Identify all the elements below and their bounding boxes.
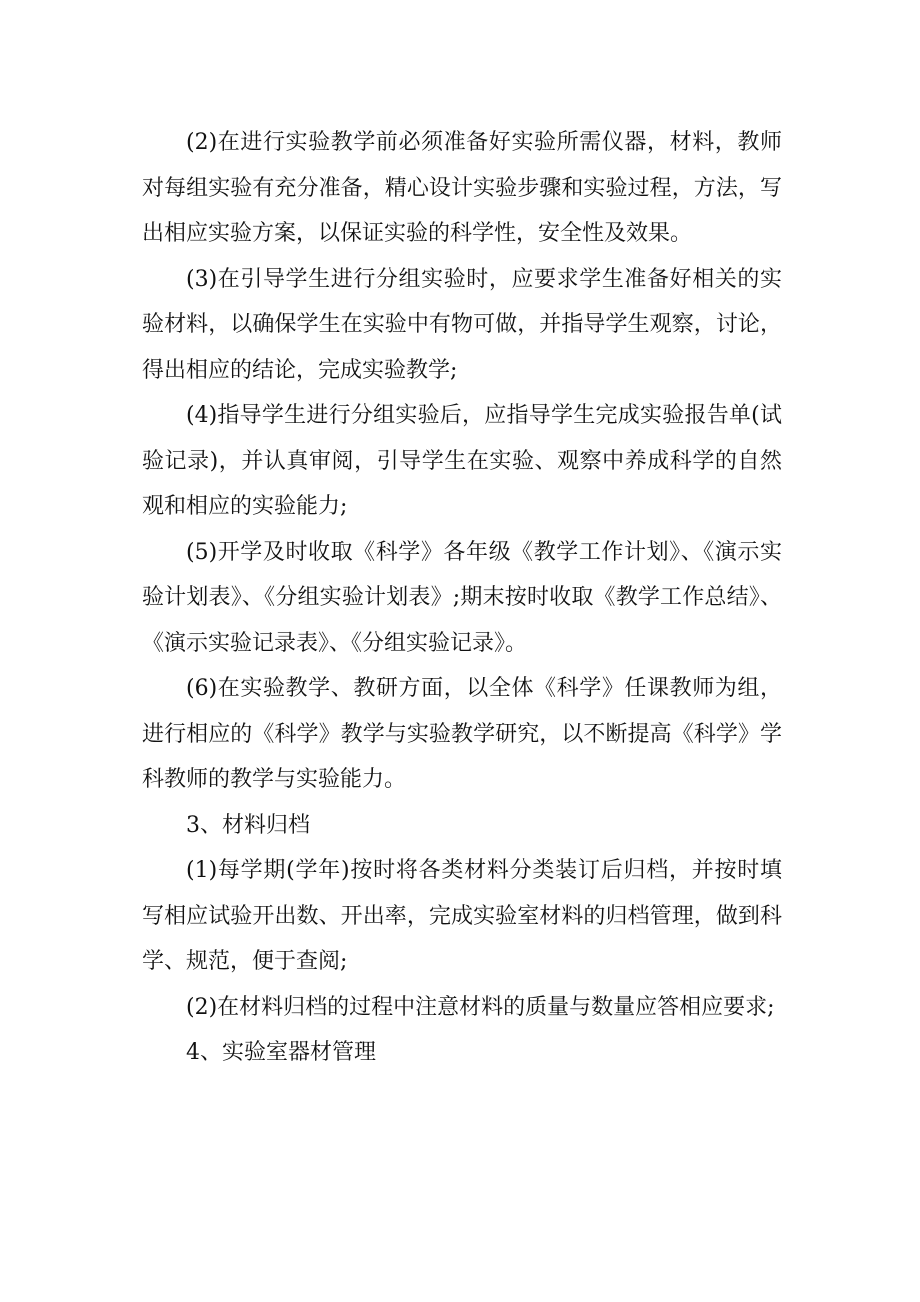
paragraph-archive-2: (2)在材料归档的过程中注意材料的质量与数量应答相应要求;: [186, 994, 775, 1020]
paragraph-item-5: (5)开学及时收取《科学》各年级《教学工作计划》、《演示实验计划表》、《分组实验计划表》;期末按时收取《教学工作总结》、《演示实验记录表》、《分组实验记录》。: [142, 539, 782, 656]
document-body: [142, 120, 782, 1076]
paragraph-item-6: (6)在实验教学、教研方面，以全体《科学》任课教师为组，进行相应的《科学》教学与实验教学研究，以不断提高《科学》学科教师的教学与实验能力。: [142, 676, 782, 792]
section-heading-equipment-management: 4、实验室器材管理: [186, 1040, 376, 1065]
paragraph-archive-1: (1)每学期(学年)按时将各类材料分类装订后归档，并按时填写相应试验开出数、开出率，完成实验室材料的归档管理，做到科学、规范，便于查阅;: [142, 858, 782, 974]
paragraph-item-2: (2)在进行实验教学前必须准备好实验所需仪器，材料，教师对每组实验有充分准备，精心设计实验步骤和实验过程，方法，写出相应实验方案，以保证实验的科学性，安全性及效果。: [142, 130, 782, 246]
paragraph-item-3: (3)在引导学生进行分组实验时，应要求学生准备好相关的实验材料，以确保学生在实验中有物可做，并指导学生观察，讨论，得出相应的结论，完成实验教学;: [142, 266, 782, 383]
paragraph-item-4: (4)指导学生进行分组实验后，应指导学生完成实验报告单(试验记录)，并认真审阅，引导学生在实验、观察中养成科学的自然观和相应的实验能力;: [142, 403, 782, 519]
section-heading-materials-archive: 3、材料归档: [186, 812, 310, 838]
